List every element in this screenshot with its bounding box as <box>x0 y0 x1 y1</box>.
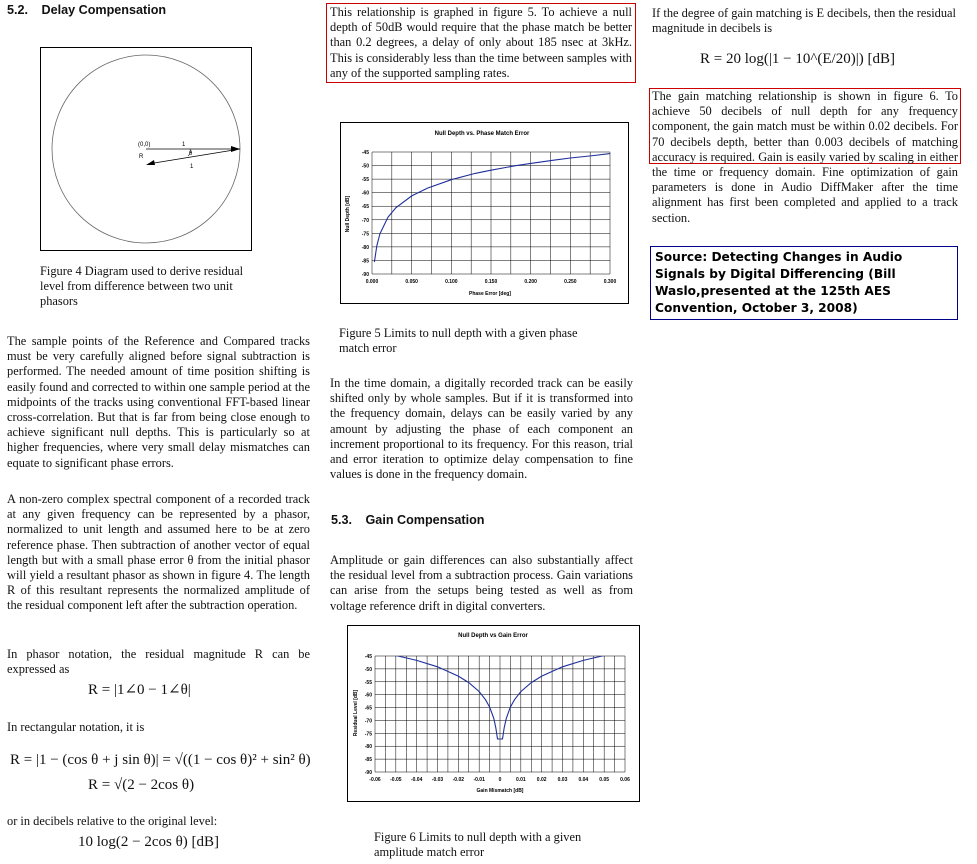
para-rectangular: In rectangular notation, it is <box>7 720 145 734</box>
para-gain-relationship: The gain matching relationship is shown in figure 6. To achieve 50 decibels of null depth for any frequency component, the gain match must be within 0.02 decibels. For 70 decibels depth, better than 0.003 decibels of matching accuracy is required. Gain is easily varied by scaling in either the time or frequency domain. Fine optimization of gain parameters is done in Audio DiffMaker after the time alignment has first been completed and applied to a track section. <box>652 89 958 225</box>
highlight-box-figure5: This relationship is graphed in figure 5. To achieve a null depth of 50dB would require that the phase match be better than 0.2 degrees, a delay of only about 185 nsec at 3kHz. This is considerably less than the time between samples with any of the supported sampling rates. <box>326 3 636 83</box>
chart-null-depth-vs-phase <box>340 122 629 304</box>
fig4-one-b-label: 1 <box>190 164 194 170</box>
figure-5-caption: Figure 5 Limits to null depth with a given phase match error <box>339 326 578 356</box>
para-phasor-notation: In phasor notation, the residual magnitude R can be expressed as <box>7 647 310 677</box>
chart1-ylabel: Null Depth [dB] <box>345 195 351 233</box>
x-tick-label: 0.01 <box>515 777 526 783</box>
x-tick-label: 0.000 <box>365 279 379 285</box>
equation-phasor: R = |1∠0 − 1∠θ| <box>88 682 191 698</box>
y-tick-label: -90 <box>361 272 369 278</box>
y-tick-label: -65 <box>364 705 372 712</box>
x-tick-label: -0.04 <box>410 777 423 783</box>
equation-gain-db: R = 20 log(|1 − 10^(E/20)|) [dB] <box>700 51 895 67</box>
y-tick-label: -55 <box>361 177 369 184</box>
x-tick-label: 0.250 <box>564 279 577 285</box>
y-tick-label: -55 <box>364 679 372 686</box>
x-tick-label: 0.300 <box>603 279 617 285</box>
y-tick-label: -75 <box>364 731 372 738</box>
y-tick-label: -50 <box>361 163 369 170</box>
figure-4-caption: Figure 4 Diagram used to derive residual level from difference between two unit phasors <box>40 264 244 309</box>
chart1-xlabel: Phase Error [deg] <box>469 291 511 297</box>
y-tick-label: -90 <box>364 770 372 776</box>
equation-sqrt: R = √(2 − 2cos θ) <box>88 777 195 793</box>
para-phasor: A non-zero complex spectral component of a recorded track at any given frequency can be represented by a phasor, normalized to unit length and assumed here to be at zero reference phase. Then subtraction of another vector of equal length but with a small phase error θ from the initial phasor will yield a resultant phasor as shown in figure 4. The length R of this resultant represents the normalized amplitude of the residual component left after the subtraction operation. <box>7 492 310 613</box>
x-tick-label: 0.200 <box>524 279 537 285</box>
fig4-one-a-label: 1 <box>182 142 186 148</box>
x-tick-label: 0.02 <box>536 777 547 783</box>
equation-rectangular: R = |1 − (cos θ + j sin θ)| = √((1 − cos θ)² + sin² θ) <box>10 752 311 768</box>
y-tick-label: -85 <box>364 757 372 764</box>
para-time-domain: In the time domain, a digitally recorded track can be easily shifted only by whole samples. But if it is transformed into the frequency domain, delays can be easily varied by any amount by adjusting the phase of each component an increment proportional to its frequency. For this reason, trial and error iteration to optimize delay compensation to fine values is done in the frequency domain. <box>330 376 633 482</box>
y-tick-label: -80 <box>364 744 372 751</box>
x-tick-label: -0.03 <box>431 777 444 783</box>
x-tick-label: 0.150 <box>484 279 498 285</box>
y-tick-label: -50 <box>364 666 372 673</box>
section-title: Gain Compensation <box>365 513 485 527</box>
y-tick-label: -60 <box>364 692 372 699</box>
section-heading-gain <box>331 513 484 527</box>
para-decibels: or in decibels relative to the original level: <box>7 814 218 828</box>
gain-text-block <box>652 89 958 226</box>
y-tick-label: -70 <box>364 718 372 725</box>
x-tick-label: -0.02 <box>452 777 465 783</box>
y-tick-label: -65 <box>361 204 369 211</box>
figure-6-caption: Figure 6 Limits to null depth with a given amplitude match error <box>374 830 582 860</box>
y-tick-label: -45 <box>361 150 369 156</box>
y-tick-label: -75 <box>361 231 369 238</box>
section-heading-delay <box>7 3 166 17</box>
equation-decibels: 10 log(2 − 2cos θ) [dB] <box>78 834 220 850</box>
x-tick-label: -0.01 <box>473 777 485 783</box>
x-tick-label: -0.05 <box>390 777 402 783</box>
para-gain-matching: If the degree of gain matching is E decibels, then the residual magnitude in decibels is <box>652 6 956 36</box>
y-tick-label: -85 <box>361 258 369 265</box>
fig4-r-label: R <box>139 154 144 160</box>
source-citation: Source: Detecting Changes in Audio Signals by Digital Differencing (Bill Waslo,presented at the 125th AES Convention, October 3, 2008) <box>655 250 903 315</box>
x-tick-label: 0.100 <box>445 279 458 285</box>
y-tick-label: -80 <box>361 244 369 251</box>
fig4-origin-label: (0,0) <box>138 142 151 148</box>
x-tick-label: -0.06 <box>369 777 381 783</box>
chart2-xlabel: Gain Mismatch [dB] <box>476 788 524 794</box>
chart-null-depth-vs-gain <box>347 625 640 802</box>
para-sample-points: The sample points of the Reference and Compared tracks must be very carefully aligned before signal subtraction is performed. The needed amount of time position shifting is easily found and corrected to within one sample period at the midpoints of the tracks using conventional FFT-based linear cross-correlation. But that is far from being close enough to achieve significant null depths. This is particularly so at higher frequencies, where very small delay mismatches can equate to significant phase errors. <box>7 334 310 470</box>
section-number: 5.2. <box>7 3 29 17</box>
section-number: 5.3. <box>331 513 353 527</box>
x-tick-label: 0.05 <box>599 777 610 783</box>
x-tick-label: 0.050 <box>405 279 418 285</box>
figure-4-diagram <box>40 47 252 251</box>
chart2-title: Null Depth vs Gain Error <box>458 633 528 639</box>
chart1-title: Null Depth vs. Phase Match Error <box>434 131 530 137</box>
y-tick-label: -70 <box>361 217 369 224</box>
chart2-ylabel: Residual Level [dB] <box>353 689 359 737</box>
source-box <box>650 246 958 320</box>
fig4-theta-label: θ <box>189 151 193 157</box>
section-title: Delay Compensation <box>41 3 167 17</box>
para-gain: Amplitude or gain differences can also substantially affect the residual level from a subtraction process. Gain variations can arise from the setups being tested as well as from voltage reference drift in digital converters. <box>330 553 633 613</box>
y-tick-label: -60 <box>361 190 369 197</box>
x-tick-label: 0 <box>498 777 502 783</box>
y-tick-label: -45 <box>364 654 372 660</box>
x-tick-label: 0.03 <box>557 777 568 783</box>
x-tick-label: 0.04 <box>578 777 589 783</box>
x-tick-label: 0.06 <box>620 777 630 783</box>
